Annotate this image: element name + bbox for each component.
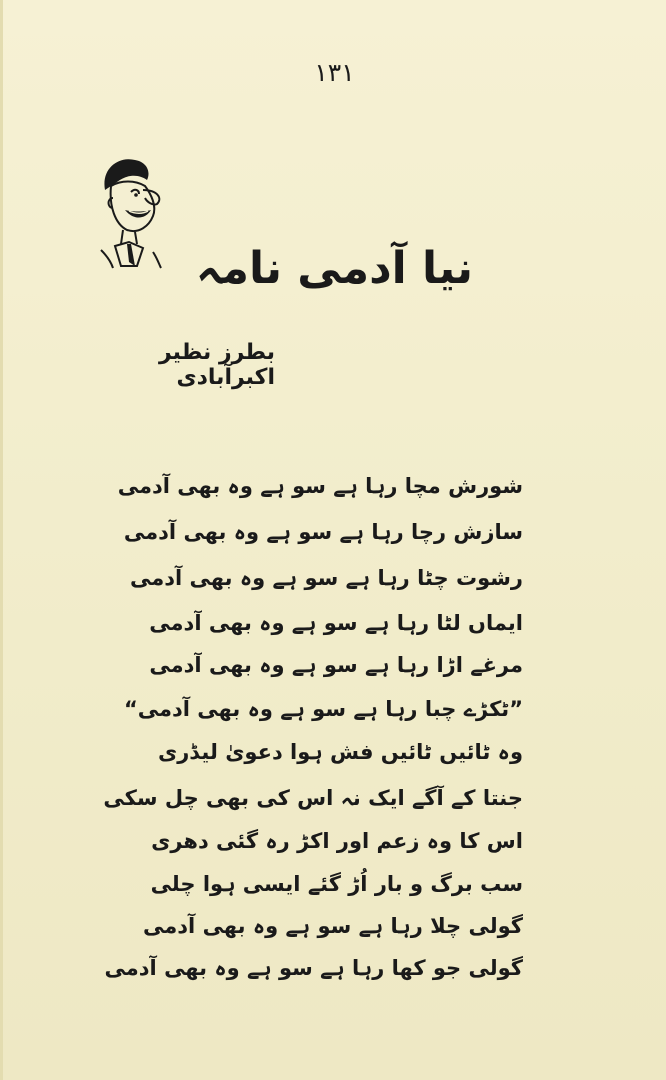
verse-line: مرغے اڑا رہا ہے سو ہے وہ بھی آدمی [149,653,523,677]
verse-line: وہ ٹائیں ٹائیں فش ہوا دعویٰ لیڈری [157,740,523,764]
verse-line: جنتا کے آگے ایک نہ اس کی بھی چل سکی [103,786,523,810]
verse-line: سازش رچا رہا ہے سو ہے وہ بھی آدمی [123,520,523,544]
verse-line: گولی جو کھا رہا ہے سو ہے وہ بھی آدمی [104,956,523,980]
verse-line: رشوت چٹا رہا ہے سو ہے وہ بھی آدمی [130,566,523,590]
verse-line: گولی چلا رہا ہے سو ہے وہ بھی آدمی [143,914,523,938]
verse-line: شورش مچا رہا ہے سو ہے وہ بھی آدمی [117,474,523,498]
verse-line: ”ٹکڑے چبا رہا ہے سو ہے وہ بھی آدمی“ [123,697,523,721]
verse-line: سب برگ و بار اُڑ گئے ایسی ہوا چلی [150,872,523,896]
verse-line: اس کا وہ زعم اور اکڑ رہ گئی دھری [151,829,523,853]
page-number: ١٣١ [314,58,355,87]
poem-attribution: بطرز نظیر اکبرآبادی [158,340,275,390]
poem-title: نیا آدمی نامہ [195,243,474,294]
verse-line: ایماں لٹا رہا ہے سو ہے وہ بھی آدمی [149,611,523,635]
